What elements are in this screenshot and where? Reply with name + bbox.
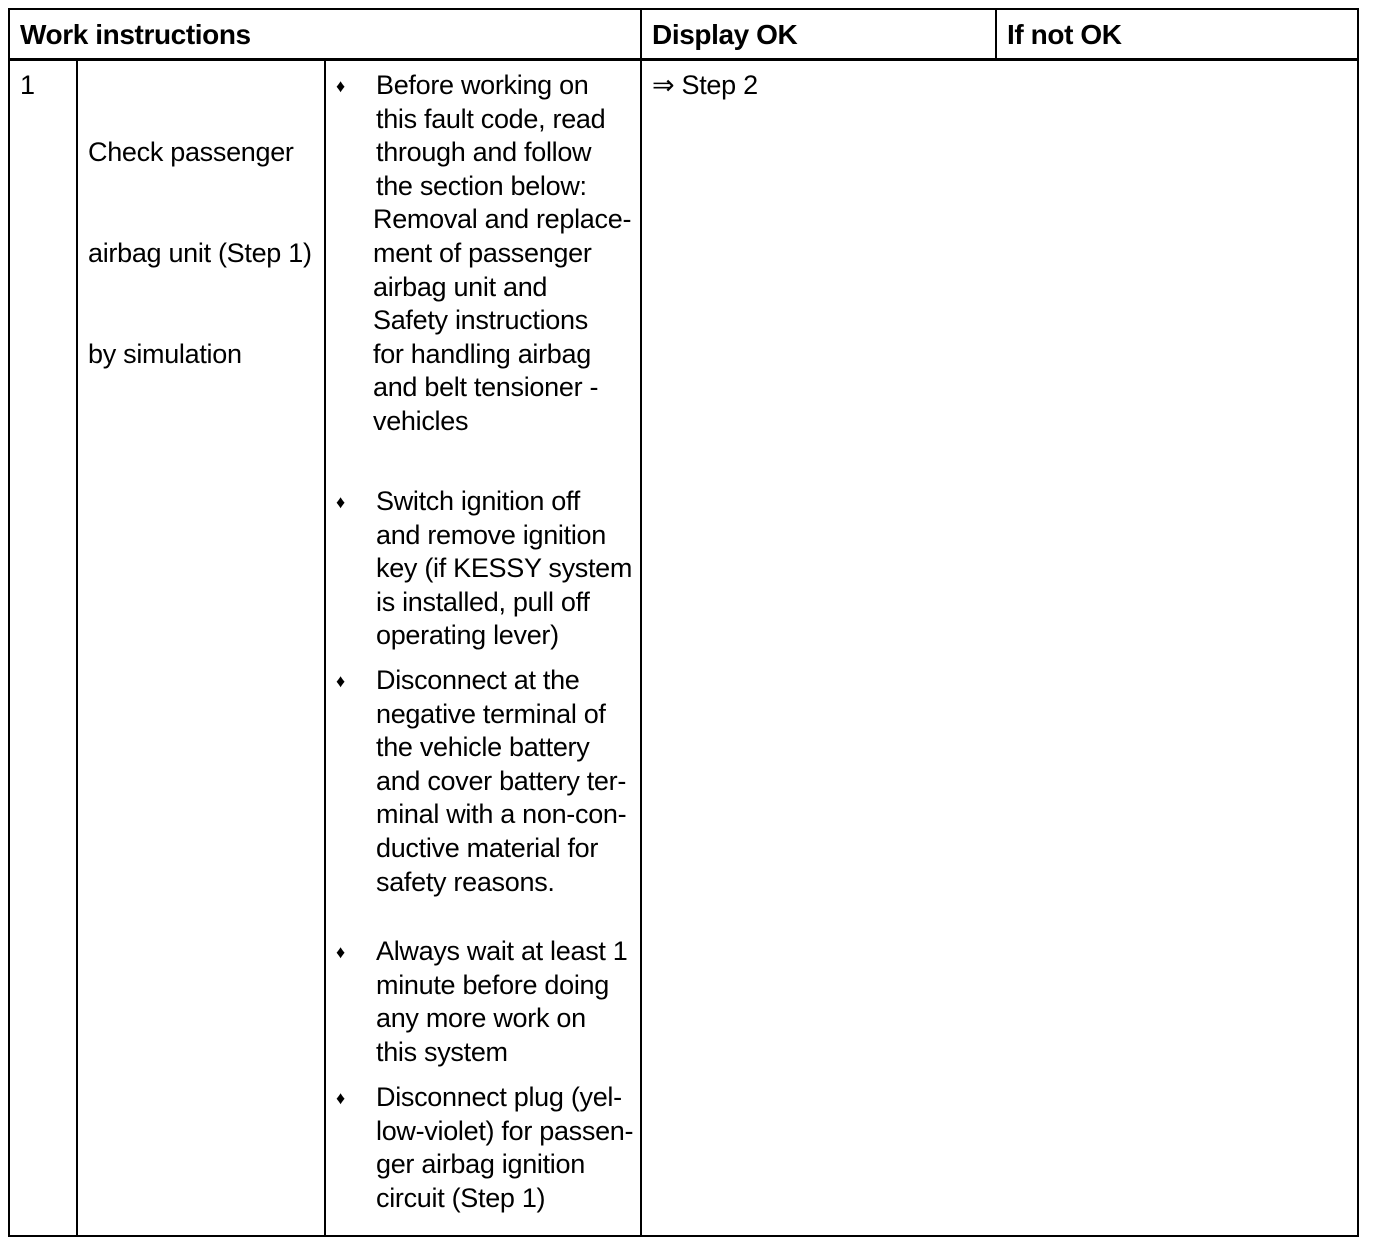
column-divider-task (324, 60, 326, 1237)
instruction-line: low-violet) for passen- (376, 1115, 634, 1146)
instruction-line: key (if KESSY system (376, 553, 633, 584)
instruction-line: minute before doing (376, 969, 609, 1000)
diamond-bullet-icon: ♦ (336, 1088, 346, 1108)
instruction-line: Disconnect at the (376, 665, 580, 695)
header-divider (8, 58, 1359, 61)
instruction-line: safety reasons. (376, 866, 555, 897)
instruction-line: Always wait at least 1 (376, 936, 628, 966)
instruction-line: Safety instructions (373, 305, 588, 336)
instruction-line: Switch ignition off (376, 486, 580, 516)
instruction-line: this system (376, 1036, 508, 1067)
instruction-line: and belt tensioner - (373, 372, 599, 403)
header-display-ok: Display OK (652, 19, 798, 50)
column-divider-display-ok (640, 8, 642, 1237)
instruction-line: ment of passenger (373, 237, 592, 268)
diamond-bullet-icon: ♦ (336, 671, 346, 691)
instruction-line: and cover battery ter- (376, 765, 627, 796)
instruction-line: through and follow (376, 137, 592, 168)
task-line: airbag unit (Step 1) (88, 237, 312, 268)
instruction-line: circuit (Step 1) (376, 1182, 546, 1213)
instruction-line: the vehicle battery (376, 732, 590, 763)
instruction-line: operating lever) (376, 620, 559, 651)
instruction-line: ductive material for (376, 832, 599, 863)
instruction-line: any more work on (376, 1003, 586, 1034)
column-divider-step-number (76, 60, 78, 1237)
instruction-line: negative terminal of (376, 698, 606, 729)
display-ok-step-link: ⇒ Step 2 (652, 70, 758, 100)
diamond-bullet-icon: ♦ (336, 76, 346, 96)
header-work-instructions: Work instructions (20, 19, 251, 50)
diamond-bullet-icon: ♦ (336, 492, 346, 512)
instruction-line: Disconnect plug (yel- (376, 1082, 622, 1112)
instruction-line: the section below: (376, 170, 587, 201)
instruction-line: minal with a non-con- (376, 799, 627, 830)
instruction-line: airbag unit and (373, 271, 548, 302)
diamond-bullet-icon: ♦ (336, 942, 346, 962)
step-number: 1 (20, 70, 35, 100)
task-description (88, 69, 312, 405)
column-divider-if-not-ok (995, 8, 997, 60)
instruction-line: ger airbag ignition (376, 1149, 585, 1180)
task-line: by simulation (88, 338, 242, 369)
task-line: Check passenger (88, 137, 294, 168)
instruction-line: vehicles (373, 405, 469, 436)
instruction-line: Removal and replace- (373, 204, 632, 235)
header-if-not-ok: If not OK (1007, 19, 1122, 50)
instruction-line: Before working on (376, 70, 589, 100)
instruction-line: is installed, pull off (376, 586, 590, 617)
instruction-line: this fault code, read (376, 103, 606, 134)
instruction-line: and remove ignition (376, 519, 606, 550)
instruction-line: for handling airbag (373, 338, 591, 369)
